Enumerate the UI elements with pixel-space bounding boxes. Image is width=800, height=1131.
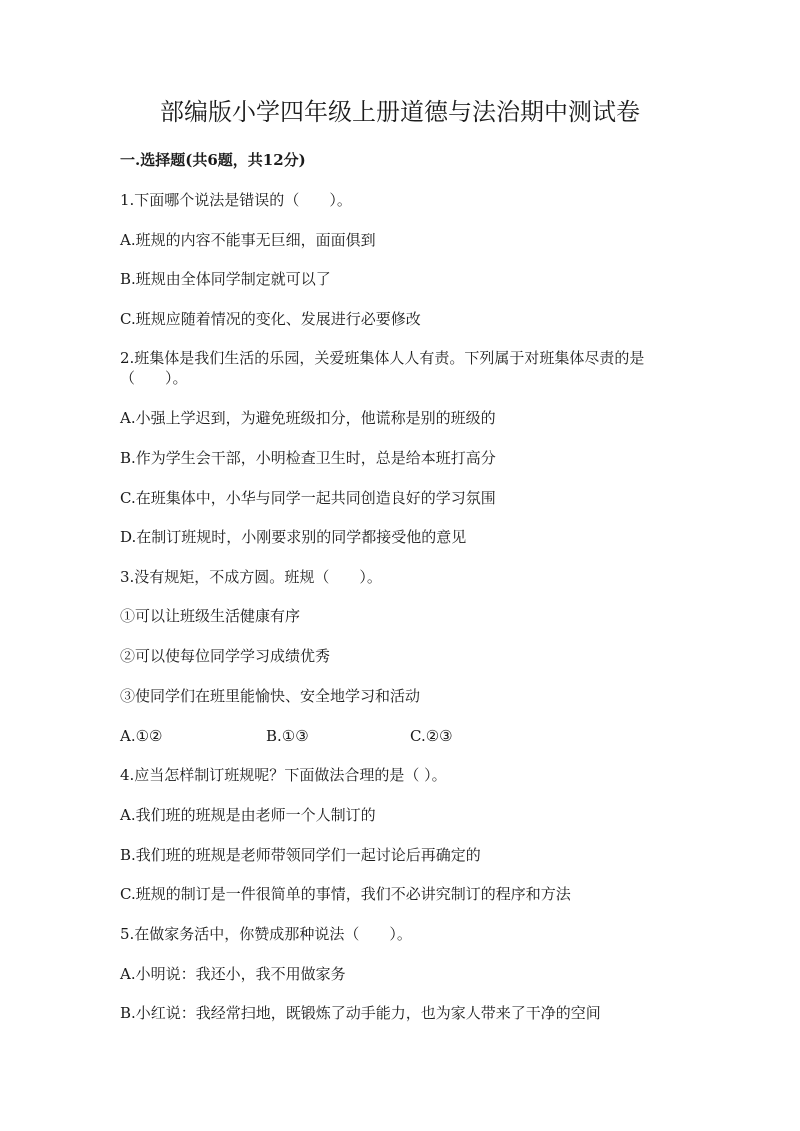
question-2-option-b: B.作为学生会干部，小明检查卫生时，总是给本班打高分 <box>120 449 496 467</box>
page-title: 部编版小学四年级上册道德与法治期中测试卷 <box>160 98 640 126</box>
question-2-option-c: C.在班集体中，小华与同学一起共同创造良好的学习氛围 <box>120 489 496 507</box>
question-2-option-a: A.小强上学迟到，为避免班级扣分，他谎称是别的班级的 <box>120 409 496 427</box>
question-3-option-c: C.②③ <box>410 727 453 745</box>
question-5-option-b: B.小红说：我经常扫地，既锻炼了动手能力，也为家人带来了干净的空间 <box>120 1004 601 1022</box>
question-4-option-a: A.我们班的班规是由老师一个人制订的 <box>120 806 376 824</box>
question-3-stem: 3.没有规矩，不成方圆。班规（ ）。 <box>120 568 382 586</box>
section-heading: 一.选择题(共6题，共12分) <box>120 151 306 169</box>
question-4-option-b: B.我们班的班规是老师带领同学们一起讨论后再确定的 <box>120 846 481 864</box>
question-2-stem: 2.班集体是我们生活的乐园，关爱班集体人人有责。下列属于对班集体尽责的是（ ）。 <box>120 349 645 387</box>
question-5-stem: 5.在做家务活中，你赞成那种说法（ ）。 <box>120 925 412 943</box>
question-5-option-a: A.小明说：我还小，我不用做家务 <box>120 965 346 983</box>
question-1-option-a: A.班规的内容不能事无巨细，面面俱到 <box>120 231 376 249</box>
question-3-statement-3: ③使同学们在班里能愉快、安全地学习和活动 <box>120 687 421 705</box>
question-3-statement-1: ①可以让班级生活健康有序 <box>120 607 301 625</box>
question-3-option-b: B.①③ <box>266 727 309 745</box>
question-1-option-c: C.班规应随着情况的变化、发展进行必要修改 <box>120 310 421 328</box>
question-3-option-a: A.①② <box>120 727 163 745</box>
question-2-option-d: D.在制订班规时，小刚要求别的同学都接受他的意见 <box>120 528 467 546</box>
question-3-statement-2: ②可以使每位同学学习成绩优秀 <box>120 647 331 665</box>
question-1-option-b: B.班规由全体同学制定就可以了 <box>120 270 331 288</box>
question-1-stem: 1.下面哪个说法是错误的（ ）。 <box>120 191 352 209</box>
question-4-stem: 4.应当怎样制订班规呢？下面做法合理的是（ ）。 <box>120 766 447 784</box>
question-4-option-c: C.班规的制订是一件很简单的事情，我们不必讲究制订的程序和方法 <box>120 885 571 903</box>
